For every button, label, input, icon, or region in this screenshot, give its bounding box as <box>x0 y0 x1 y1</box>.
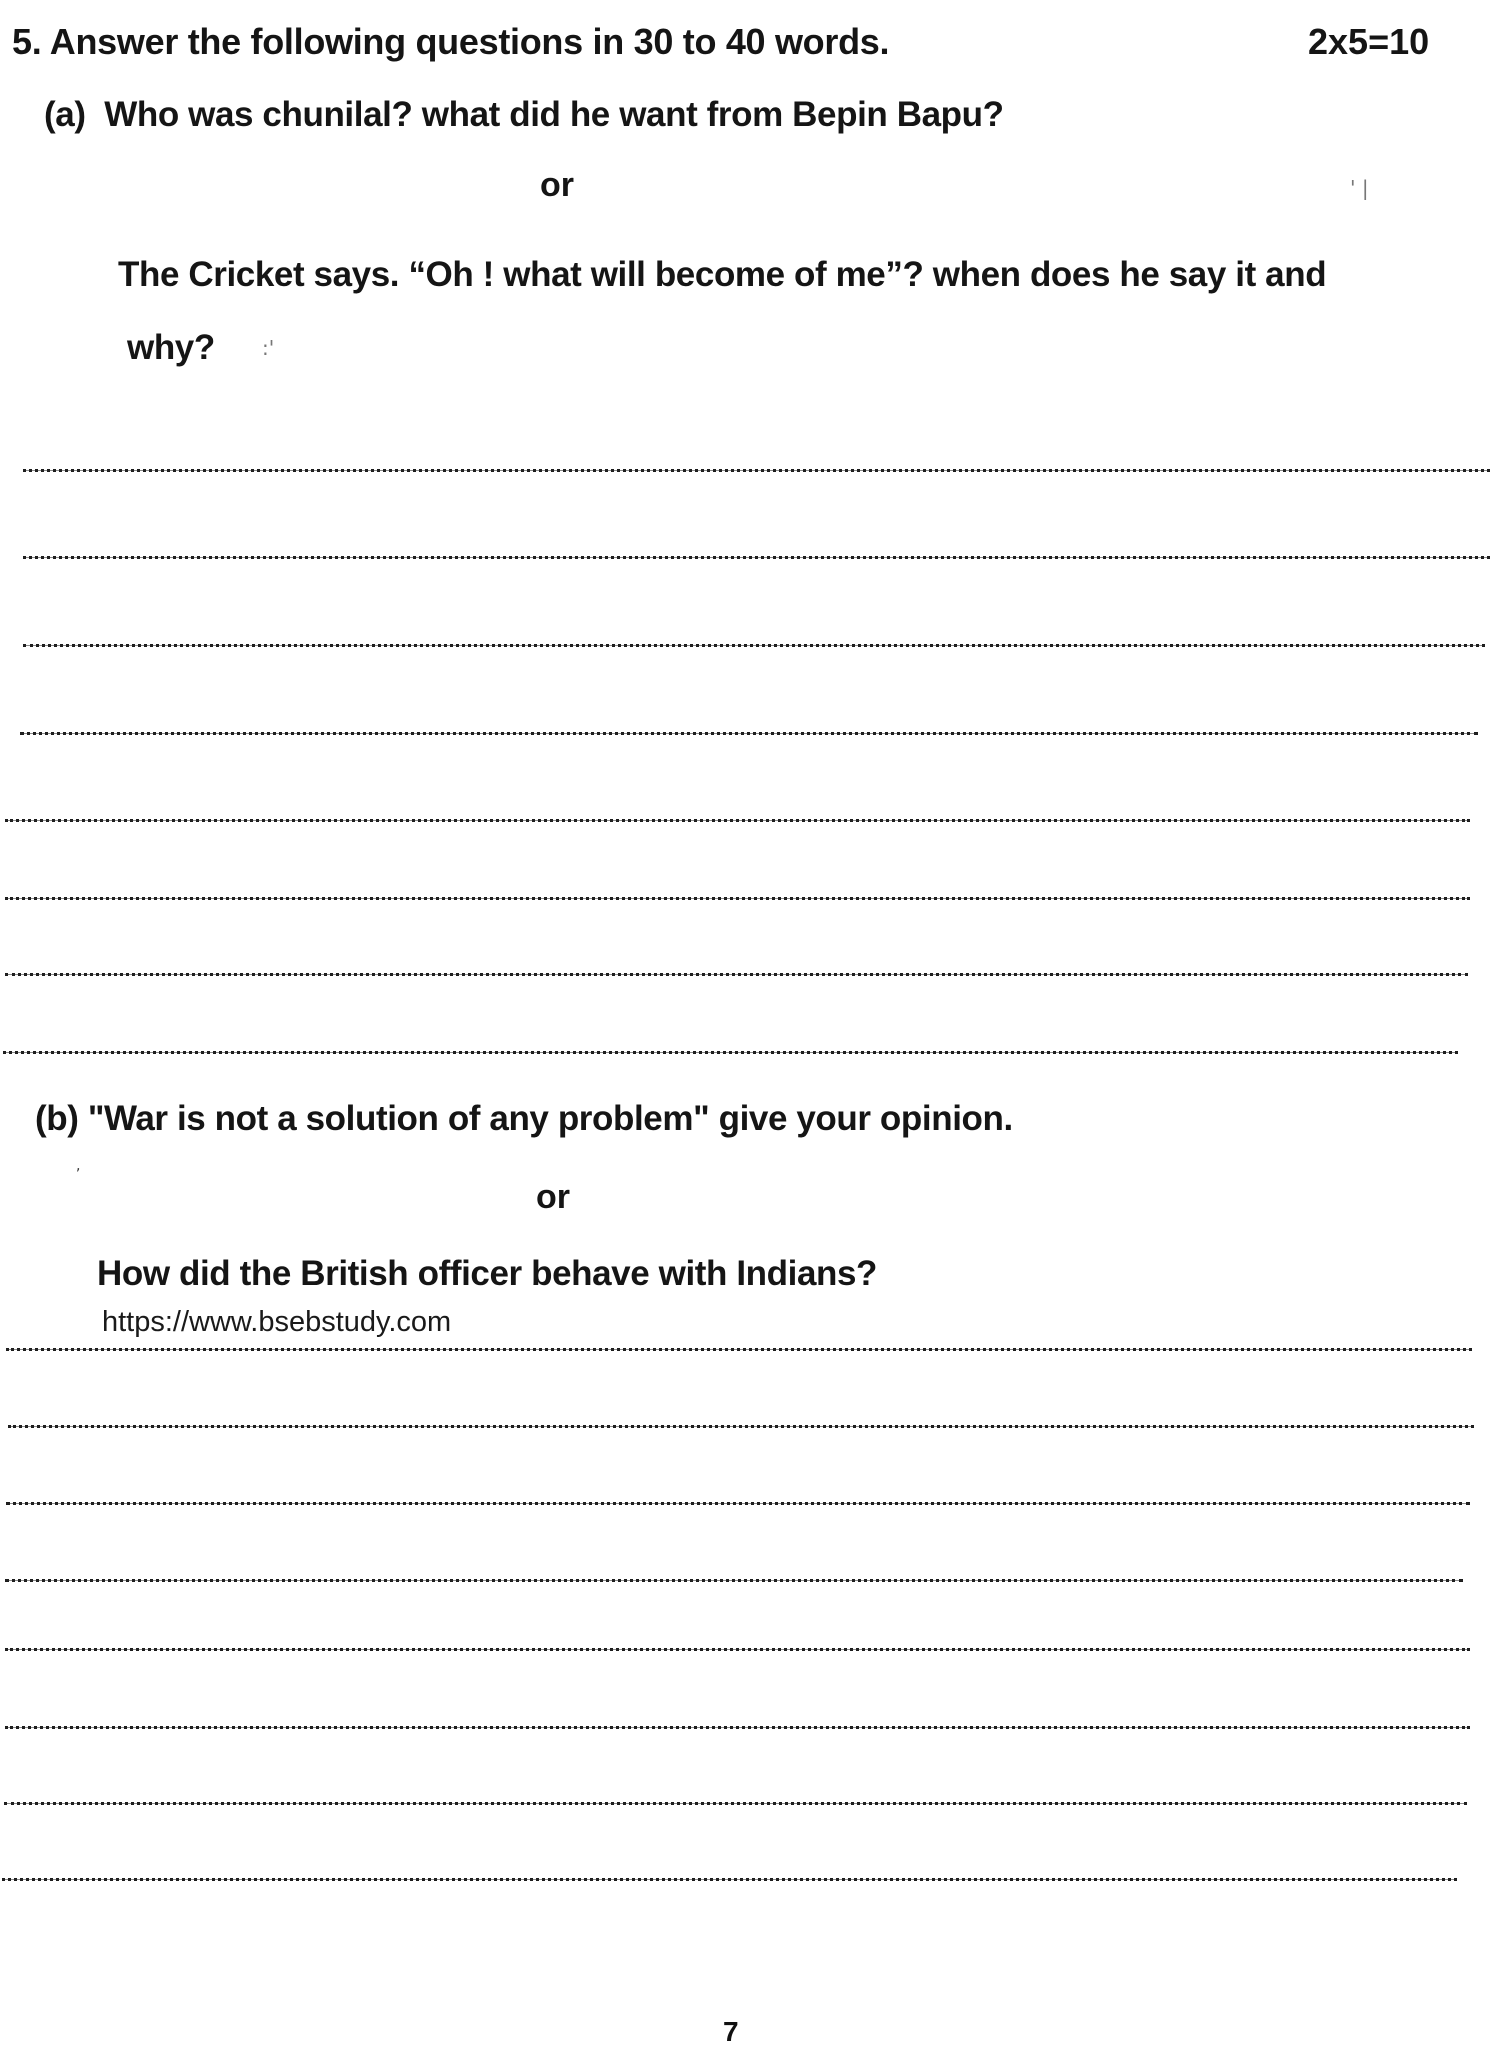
answer-line[interactable] <box>20 732 1478 735</box>
marks-label: 2x5=10 <box>1308 21 1430 62</box>
answer-line[interactable] <box>5 1648 1470 1651</box>
scan-mark: :' <box>262 336 275 360</box>
question-a <box>44 97 1004 132</box>
answer-line[interactable] <box>6 1348 1472 1351</box>
answer-line[interactable] <box>5 973 1468 976</box>
answer-line[interactable] <box>4 1802 1467 1805</box>
question-b-alternative: How did the British officer behave with Indians? <box>97 1254 878 1293</box>
answer-line[interactable] <box>5 897 1470 900</box>
answer-line[interactable] <box>23 556 1490 559</box>
section-heading: 5. Answer the following questions in 30 to 40 words. <box>12 21 890 62</box>
scan-mark: ' | <box>1350 176 1369 200</box>
question-a-alternative-line2: why? <box>127 328 215 367</box>
answer-line[interactable] <box>5 819 1470 822</box>
question-b <box>35 1101 1013 1136</box>
answer-line[interactable] <box>5 1726 1470 1729</box>
answer-line[interactable] <box>3 1051 1458 1054</box>
question-a-label: (a) <box>44 95 86 134</box>
watermark-url: https://www.bsebstudy.com <box>102 1306 452 1338</box>
answer-line[interactable] <box>6 1502 1470 1505</box>
question-a-text: Who was chunilal? what did he want from Bepin Bapu? <box>104 95 1004 134</box>
or-separator-a: or <box>540 166 574 204</box>
answer-line[interactable] <box>23 644 1485 647</box>
answer-line[interactable] <box>5 1579 1463 1582</box>
page-number: 7 <box>723 2016 739 2047</box>
scan-mark: , <box>76 1158 81 1174</box>
answer-line[interactable] <box>8 1425 1474 1428</box>
or-separator-b: or <box>536 1178 570 1216</box>
question-b-text: "War is not a solution of any problem" give your opinion. <box>87 1099 1013 1138</box>
question-a-alternative-line1: The Cricket says. “Oh ! what will become of me”? when does he say it and <box>118 255 1327 294</box>
answer-line[interactable] <box>23 469 1490 472</box>
question-b-label: (b) <box>35 1099 79 1138</box>
answer-line[interactable] <box>2 1878 1457 1881</box>
